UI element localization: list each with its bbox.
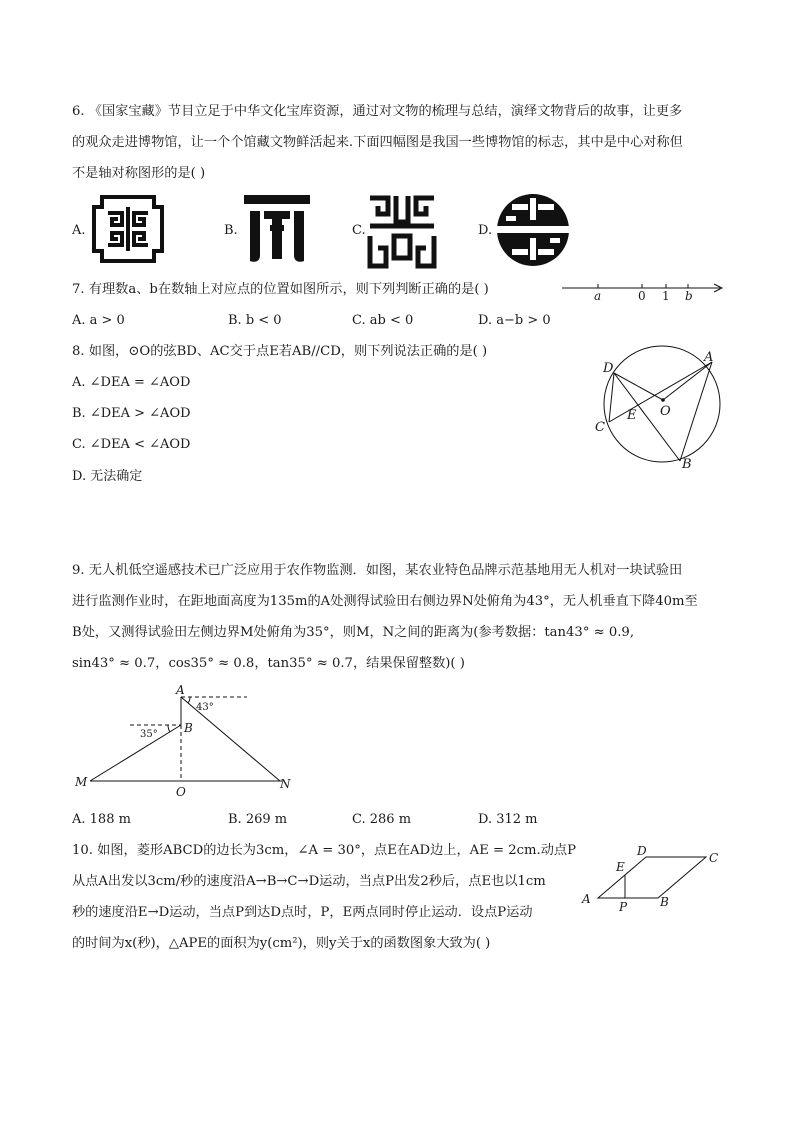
- q9-option-a: A. 188 m: [72, 812, 131, 827]
- label-e: E: [616, 860, 625, 874]
- label-d: D: [637, 844, 647, 858]
- q9-option-b: B. 269 m: [228, 812, 288, 827]
- q10-rhombus-figure: [578, 842, 728, 914]
- point-label-o: O: [660, 404, 671, 419]
- label-35-deg: 35°: [140, 729, 158, 740]
- q6-text-line-3: 不是轴对称图形的是( ): [72, 166, 206, 181]
- q6-option-c-label: C.: [352, 223, 366, 238]
- axis-label-b: b: [685, 289, 693, 303]
- q9-option-c: C. 286 m: [352, 812, 412, 827]
- museum-logo-a-icon: [88, 193, 168, 265]
- museum-logo-d-icon: [494, 192, 572, 268]
- point-label-e: E: [627, 408, 637, 423]
- q9-text-line-4: sin43° ≈ 0.7，cos35° ≈ 0.8，tan35° ≈ 0.7，结果保留整数)( ): [72, 656, 465, 671]
- q7-option-b: B. b < 0: [228, 313, 282, 328]
- axis-label-0: 0: [638, 289, 646, 303]
- q7-option-c: C. ab < 0: [352, 313, 414, 328]
- q8-option-c: C. ∠DEA < ∠AOD: [72, 437, 191, 452]
- label-o: O: [176, 785, 186, 799]
- q9-text-line-1: 9. 无人机低空遥感技术已广泛应用于农作物监测．如图，某农业特色品牌示范基地用无人机对一块试验田: [72, 563, 683, 578]
- point-label-d: D: [603, 361, 614, 376]
- q9-option-d: D. 312 m: [478, 812, 538, 827]
- label-m: M: [75, 775, 88, 789]
- label-c: C: [709, 851, 719, 865]
- museum-logo-c-icon: [366, 192, 438, 270]
- q6-option-d-label: D.: [478, 223, 493, 238]
- label-b: B: [660, 895, 669, 909]
- q10-text-line-2: 从点A出发以3cm/秒的速度沿A→B→C→D运动，当点P出发2秒后，点E也以1cm: [72, 874, 546, 889]
- label-b: B: [184, 721, 193, 735]
- q10-text-line-3: 秒的速度沿E→D运动，当点P到达D点时，P，E两点同时停止运动．设点P运动: [72, 905, 533, 920]
- q6-option-a-label: A.: [72, 223, 86, 238]
- label-a: A: [582, 892, 591, 906]
- q9-drone-figure: [72, 682, 302, 800]
- q6-text-line-1: 6. 《国家宝藏》节目立足于中华文化宝库资源，通过对文物的梳理与总结，演绎文物背后的故事，让更多: [72, 104, 683, 119]
- axis-label-1: 1: [662, 289, 670, 303]
- museum-logo-b-icon: [242, 193, 312, 265]
- point-label-b: B: [682, 457, 692, 472]
- label-n: N: [280, 777, 291, 791]
- point-label-c: C: [595, 420, 605, 435]
- label-p: P: [619, 900, 628, 914]
- q8-option-a: A. ∠DEA = ∠AOD: [72, 375, 191, 390]
- q10-text-line-4: 的时间为x(秒)，△APE的面积为y(cm²)，则y关于x的函数图象大致为( ): [72, 936, 491, 951]
- q7-text: 7. 有理数a、b在数轴上对应点的位置如图所示，则下列判断正确的是( ): [72, 282, 489, 297]
- q10-text-line-1: 10. 如图，菱形ABCD的边长为3cm，∠A = 30°，点E在AD边上，AE = 2cm.动点P: [72, 843, 576, 858]
- q6-text-line-2: 的观众走进博物馆，让一个个馆藏文物鲜活起来.下面四幅图是我国一些博物馆的标志，其中是中心对称但: [72, 135, 683, 150]
- q9-text-line-3: B处，又测得试验田左侧边界M处俯角为35°，则M，N之间的距离为(参考数据：tan43° ≈ 0.9,: [72, 625, 635, 640]
- q7-number-line: [560, 278, 728, 304]
- q8-option-d: D. 无法确定: [72, 469, 143, 484]
- label-a: A: [176, 683, 185, 697]
- q8-option-b: B. ∠DEA > ∠AOD: [72, 406, 191, 421]
- q8-circle-figure: [590, 340, 730, 475]
- q8-text: 8. 如图，⊙O的弦BD、AC交于点E若AB//CD，则下列说法正确的是( ): [72, 344, 488, 359]
- point-label-a: A: [704, 350, 714, 365]
- q7-option-d: D. a−b > 0: [478, 313, 551, 328]
- label-43-deg: 43°: [196, 702, 214, 713]
- q7-option-a: A. a > 0: [72, 313, 125, 328]
- axis-label-a: a: [594, 289, 602, 303]
- q9-text-line-2: 进行监测作业时，在距地面高度为135m的A处测得试验田右侧边界N处俯角为43°，无人机垂直下降40m至: [72, 594, 698, 609]
- q6-option-b-label: B.: [224, 223, 238, 238]
